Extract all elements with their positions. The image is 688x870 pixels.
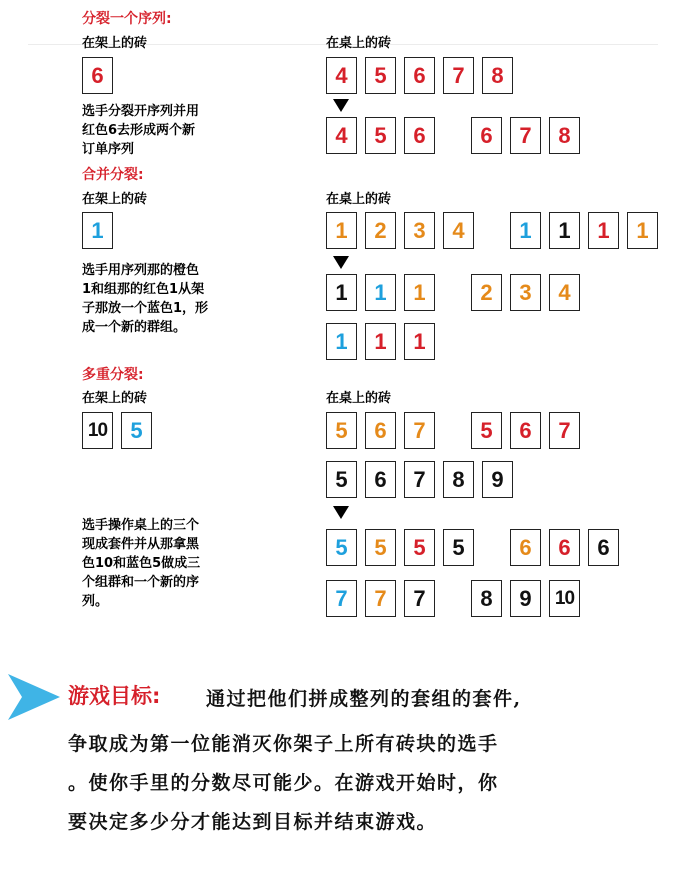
- number-tile: 4: [326, 57, 357, 94]
- description-line: 选手操作桌上的三个: [82, 518, 200, 533]
- number-tile: 7: [404, 580, 435, 617]
- number-tile: 1: [510, 212, 541, 249]
- number-tile: 7: [443, 57, 474, 94]
- number-tile: 1: [588, 212, 619, 249]
- number-tile: 7: [404, 412, 435, 449]
- number-tile: 1: [404, 274, 435, 311]
- number-tile: 10: [82, 412, 113, 449]
- description-line: 色10和蓝色5做成三: [82, 556, 201, 571]
- number-tile: 5: [365, 117, 396, 154]
- goal-text-line: 通过把他们拼成整列的套组的套件,: [206, 688, 522, 710]
- multi-split-rack-label: 在架上的砖: [82, 391, 148, 406]
- number-tile: 4: [443, 212, 474, 249]
- number-tile: 5: [365, 57, 396, 94]
- number-tile: 5: [121, 412, 152, 449]
- number-tile: 1: [82, 212, 113, 249]
- description-line: 列。: [82, 594, 109, 609]
- number-tile: 1: [326, 323, 357, 360]
- number-tile: 5: [326, 529, 357, 566]
- down-arrow-icon: [333, 99, 349, 112]
- number-tile: 8: [443, 461, 474, 498]
- number-tile: 5: [326, 412, 357, 449]
- split-series-description: [82, 102, 252, 159]
- goal-text-line: 。使你手里的分数尽可能少。在游戏开始时，你: [68, 772, 499, 794]
- number-tile: 6: [404, 117, 435, 154]
- combined-split-rack-label: 在架上的砖: [82, 192, 148, 207]
- combined-split-title: 合并分裂:: [82, 167, 144, 183]
- multi-split-title: 多重分裂:: [82, 367, 144, 383]
- number-tile: 6: [588, 529, 619, 566]
- tile-gap: [443, 117, 471, 154]
- multi-split-after-row: [326, 529, 627, 566]
- number-tile: 7: [549, 412, 580, 449]
- split-series-before-row: [326, 57, 521, 94]
- number-tile: 1: [365, 323, 396, 360]
- number-tile: 3: [404, 212, 435, 249]
- number-tile: 7: [404, 461, 435, 498]
- split-series-title: 分裂一个序列:: [82, 11, 172, 27]
- number-tile: 1: [549, 212, 580, 249]
- number-tile: 10: [549, 580, 580, 617]
- number-tile: 5: [404, 529, 435, 566]
- combined-split-rack: [82, 212, 121, 249]
- description-line: 现成套件并从那拿黑: [82, 537, 200, 552]
- combined-split-before-row: [326, 212, 666, 249]
- combined-split-description: [82, 261, 252, 337]
- combined-split-after-row: [326, 323, 443, 360]
- multi-split-rack: [82, 412, 160, 449]
- multi-split-after-row: [326, 580, 588, 617]
- number-tile: 1: [627, 212, 658, 249]
- description-line: 子那放一个蓝色1，形: [82, 301, 209, 316]
- number-tile: 6: [404, 57, 435, 94]
- number-tile: 7: [326, 580, 357, 617]
- number-tile: 6: [365, 461, 396, 498]
- tile-gap: [443, 580, 471, 617]
- number-tile: 6: [549, 529, 580, 566]
- split-series-rack: [82, 57, 121, 94]
- description-line: 选手用序列那的橙色: [82, 263, 200, 278]
- multi-split-before-row: [326, 412, 588, 449]
- number-tile: 5: [365, 529, 396, 566]
- tile-gap: [482, 212, 510, 249]
- description-line: 选手分裂开序列并用: [82, 104, 200, 119]
- play-arrow-icon: [8, 674, 60, 720]
- number-tile: 8: [471, 580, 502, 617]
- number-tile: 1: [326, 274, 357, 311]
- number-tile: 9: [510, 580, 541, 617]
- number-tile: 6: [471, 117, 502, 154]
- goal-text-line: 要决定多少分才能达到目标并结束游戏。: [68, 811, 438, 833]
- description-line: 个组群和一个新的序: [82, 575, 200, 590]
- number-tile: 1: [365, 274, 396, 311]
- number-tile: 6: [82, 57, 113, 94]
- goal-heading: 游戏目标:: [68, 684, 161, 708]
- number-tile: 9: [482, 461, 513, 498]
- number-tile: 6: [510, 412, 541, 449]
- number-tile: 1: [326, 212, 357, 249]
- split-series-table-label: 在桌上的砖: [326, 36, 392, 51]
- tile-gap: [443, 274, 471, 311]
- description-line: 红色6去形成两个新: [82, 123, 196, 138]
- split-series-rack-label: 在架上的砖: [82, 36, 148, 51]
- combined-split-after-row: [326, 274, 588, 311]
- number-tile: 7: [510, 117, 541, 154]
- down-arrow-icon: [333, 256, 349, 269]
- number-tile: 8: [549, 117, 580, 154]
- number-tile: 2: [365, 212, 396, 249]
- number-tile: 1: [404, 323, 435, 360]
- number-tile: 2: [471, 274, 502, 311]
- goal-text-line: 争取成为第一位能消灭你架子上所有砖块的选手: [68, 733, 499, 755]
- combined-split-table-label: 在桌上的砖: [326, 192, 392, 207]
- description-line: 订单序列: [82, 142, 135, 157]
- number-tile: 5: [443, 529, 474, 566]
- number-tile: 4: [326, 117, 357, 154]
- tile-gap: [482, 529, 510, 566]
- split-series-after-row: [326, 117, 588, 154]
- tile-gap: [443, 412, 471, 449]
- number-tile: 6: [365, 412, 396, 449]
- multi-split-before-row: [326, 461, 521, 498]
- multi-split-description: [82, 516, 252, 611]
- number-tile: 4: [549, 274, 580, 311]
- number-tile: 8: [482, 57, 513, 94]
- description-line: 成一个新的群组。: [82, 320, 187, 335]
- number-tile: 7: [365, 580, 396, 617]
- number-tile: 3: [510, 274, 541, 311]
- number-tile: 5: [471, 412, 502, 449]
- down-arrow-icon: [333, 506, 349, 519]
- multi-split-table-label: 在桌上的砖: [326, 391, 392, 406]
- number-tile: 5: [326, 461, 357, 498]
- number-tile: 6: [510, 529, 541, 566]
- description-line: 1和组那的红色1从架: [82, 282, 205, 297]
